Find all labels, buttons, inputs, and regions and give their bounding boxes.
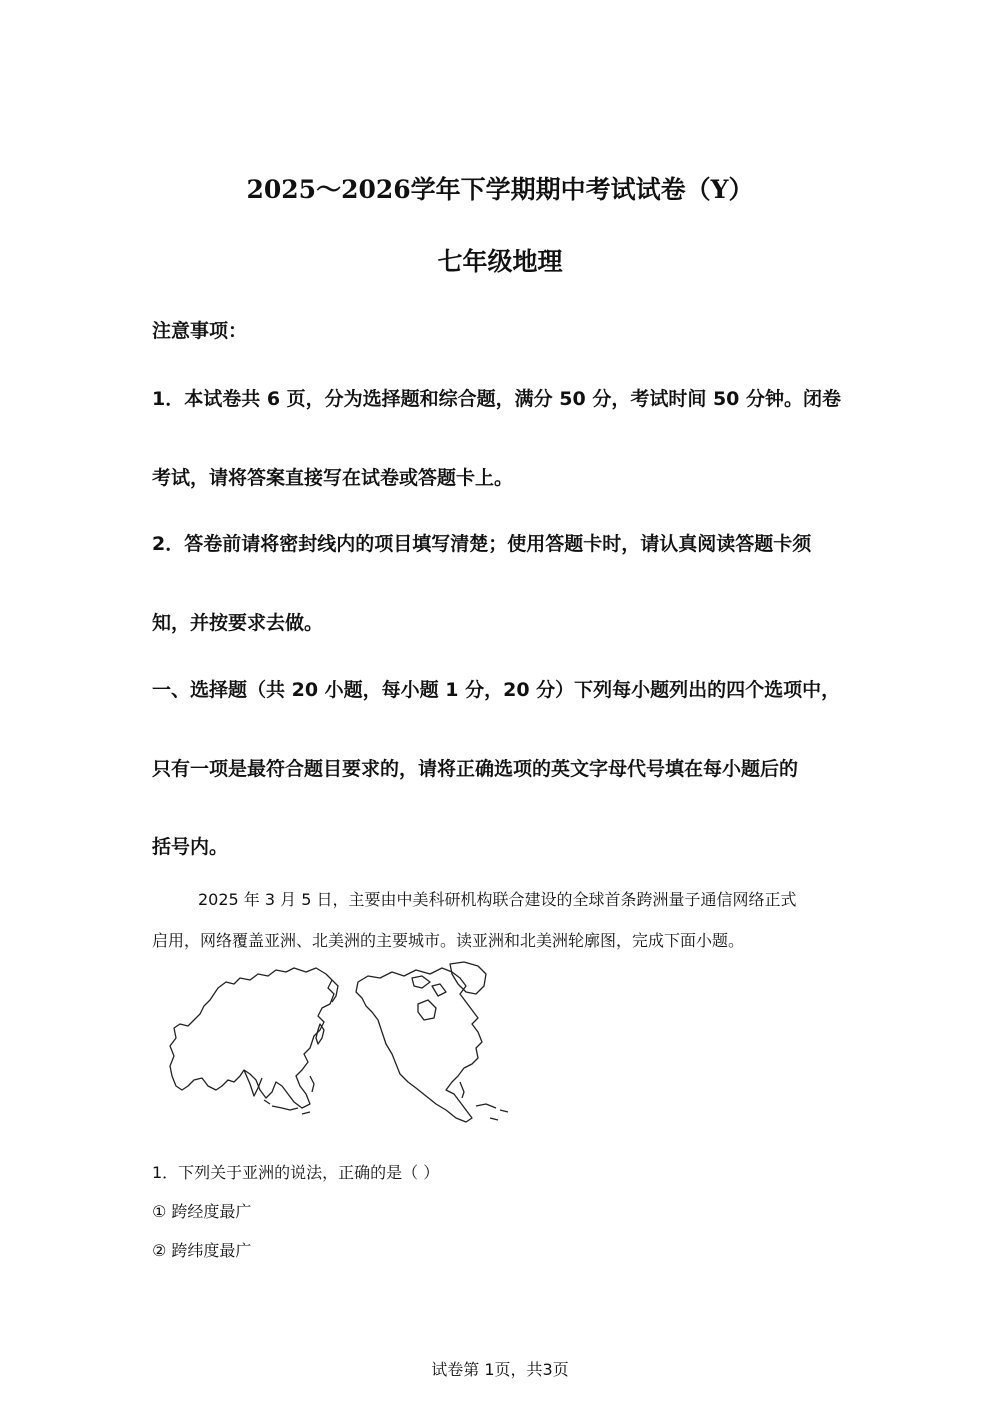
question-1-option-2: ② 跨纬度最广 [152,1241,252,1260]
india-peninsula-outline [244,1070,262,1096]
notice-item-1-line-2: 考试，请将答案直接写在试卷或答题卡上。 [152,467,514,489]
notice-item-2-line-1: 2．答卷前请将密封线内的项目填写清楚；使用答题卡时，请认真阅读答题卡须 [152,533,812,555]
section-1-line-2: 只有一项是最符合题目要求的，请将正确选项的英文字母代号填在每小题后的 [152,758,799,780]
kamchatka-outline [332,980,338,1002]
arctic-islands-outline [412,976,446,996]
passage-line-1: 2025 年 3 月 5 日，主要由中美科研机构联合建设的全球首条跨洲量子通信网络正式 [198,890,797,909]
north-america-outline [356,968,482,1122]
section-1-line-1: 一、选择题（共 20 小题，每小题 1 分，20 分）下列每小题列出的四个选项中， [152,679,841,701]
question-1-stem: 1．下列关于亚洲的说法，正确的是（ ） [152,1163,440,1182]
section-1-line-3: 括号内。 [152,836,229,858]
question-1-option-1: ① 跨经度最广 [152,1202,252,1221]
notice-item-2-line-2: 知，并按要求去做。 [152,612,324,634]
exam-title: 2025～2026学年下学期期中考试试卷（Y） [246,175,754,204]
notice-item-1-line-1: 1．本试卷共 6 页，分为选择题和综合题，满分 50 分，考试时间 50 分钟。闭卷 [152,388,842,410]
asia-outline [170,968,334,1108]
hudson-bay-outline [418,1000,436,1020]
asia-north-america-outline-map [160,958,522,1134]
notice-heading: 注意事项： [152,320,248,342]
caribbean-islands-outline [476,1104,508,1120]
greenland-outline [450,962,486,994]
florida-outline [460,1082,464,1098]
page-footer: 试卷第 1页，共3页 [431,1360,569,1379]
passage-line-2: 启用，网络覆盖亚洲、北美洲的主要城市。读亚洲和北美洲轮廓图，完成下面小题。 [152,931,745,950]
japan-outline [316,1024,324,1044]
exam-subtitle: 七年级地理 [437,247,563,276]
philippines-outline [310,1076,314,1092]
